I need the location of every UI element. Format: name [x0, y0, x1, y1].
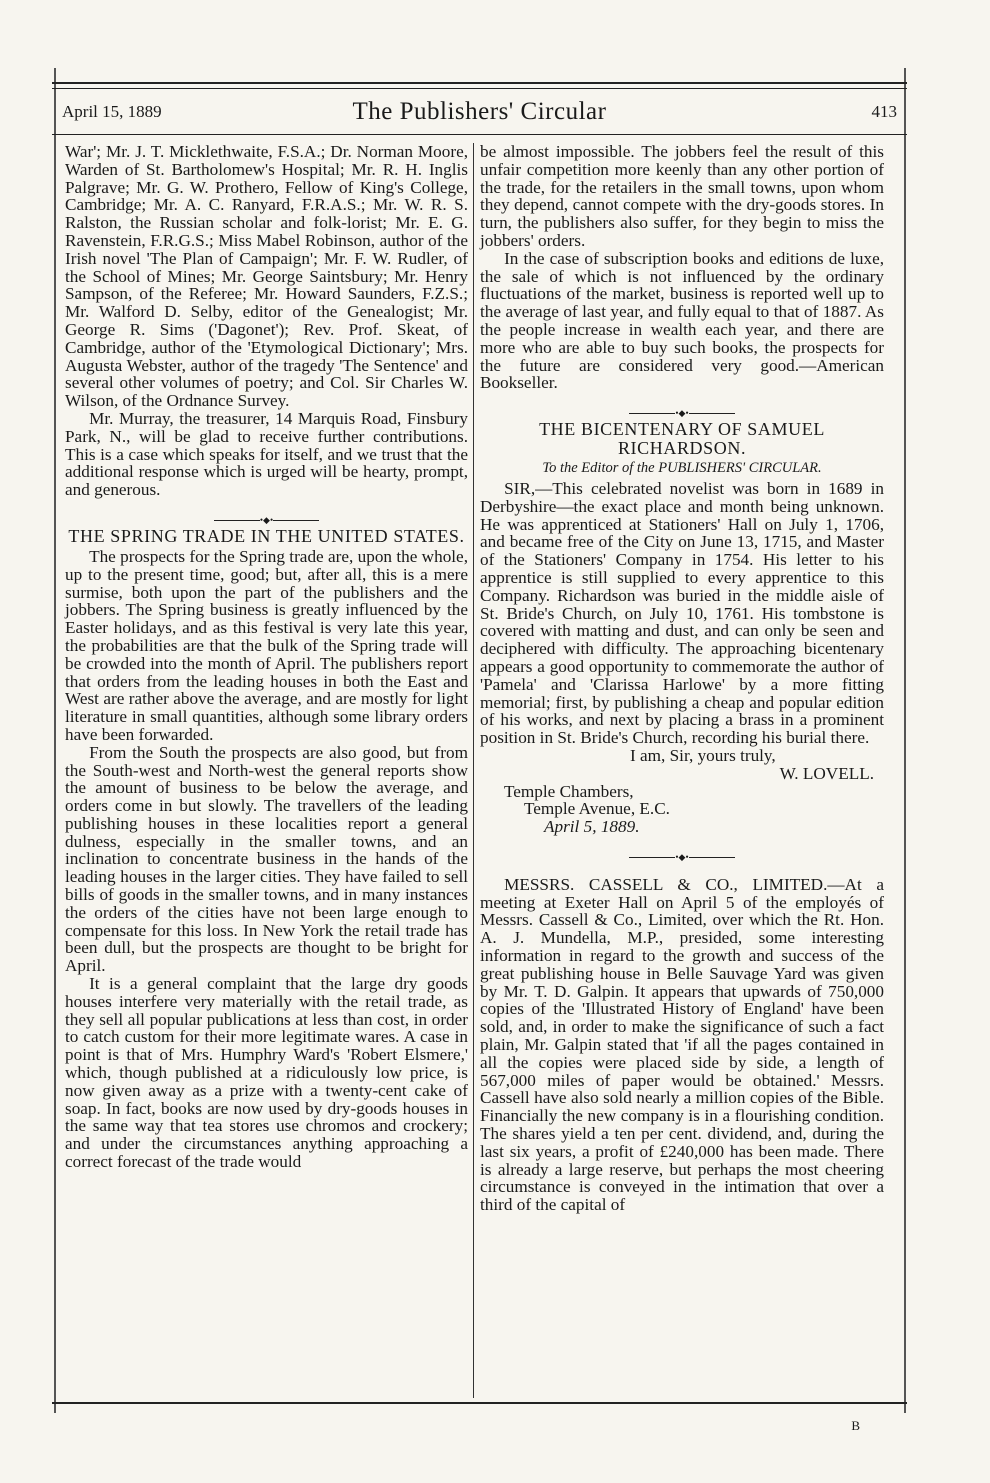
section-heading: THE BICENTENARY OF SAMUEL RICHARDSON.	[539, 419, 825, 459]
letter-closing: I am, Sir, yours truly,	[630, 745, 776, 765]
section-divider: •◆•	[65, 509, 468, 517]
header-title: The Publishers' Circular	[352, 98, 607, 125]
page-header	[62, 100, 897, 130]
left-column	[65, 143, 468, 1171]
page-border-right	[904, 68, 906, 1413]
right-column	[480, 143, 884, 1214]
right-paragraph: be almost impossible. The jobbers feel the result of this unfair competition more keenly than any other portion of the trade, for the retailers in the small towns, upon whom they depend, cannot compete with the dry-goods stores. In turn, the publishers also suffer, for they begin to miss the jobbers' orders.	[480, 142, 884, 250]
page-border-left	[54, 68, 56, 1413]
letter-subheading: To the Editor of the PUBLISHERS' CIRCULAR.	[542, 460, 822, 477]
header-rule-top-thin	[52, 88, 907, 89]
left-paragraph: War'; Mr. J. T. Micklethwaite, F.S.A.; Dr. Norman Moore, Warden of St. Bartholomew's Hospital; Mr. R. H. Inglis Palgrave; Mr. G. W. Prothero, Fellow of King's College, Cambridge; Mr. A. C. Ranyard, F.R.A.S.; Mr. W. R. S. Ralston, the Russian scholar and folk-lorist; Mr. E. G. Ravenstein, F.R.G.S.; Miss Mabel Robinson, author of the Irish novel 'The Plan of Campaign'; Mr. F. W. Rudler, of the School of Mines; Mr. George Saintsbury; Mr. Henry Sampson, of the Referee; Mr. Howard Saunders, F.Z.S.; Mr. Walford D. Selby, editor of the Genealogist; Mr. George R. Sims ('Dagonet'); Rev. Prof. Skeat, of Cambridge, author of the 'Etymological Dictionary'; Mrs. Augusta Webster, author of the tragedy 'The Sentence' and several other volumes of poetry; and Col. Sir Charles W. Wilson, of the Ordnance Survey.	[65, 142, 468, 411]
right-paragraph: In the case of subscription books and editions de luxe, the sale of which is not influenced by the ordinary fluctuations of the market, business is reported well up to the average of last year, and fully equal to that of 1887. As the people increase in wealth each year, and there are more who are able to buy such books, the prospects for the future are considered very good.—American Bookseller.	[480, 248, 884, 393]
page-number: 413	[871, 102, 897, 121]
left-paragraph: Mr. Murray, the treasurer, 14 Marquis Road, Finsbury Park, N., will be glad to receive further contributions. This is a case which speaks for itself, and we trust that the additional response which is urged will be hearty, prompt, and generous.	[65, 408, 468, 500]
letter-signature: W. LOVELL.	[779, 763, 874, 783]
left-paragraph: The prospects for the Spring trade are, upon the whole, up to the present time, good; but, after all, this is a mere surmise, both upon the part of the publishers and the jobbers. The Spring business is greatly influenced by the Easter holidays, and as this festival is very late this year, the probabilities are that the bulk of the Spring trade will be crowded into the month of April. The publishers report that orders from the leading houses in both the East and West are rather above the average, and are mostly for light literature in small quantities, although some library orders have been forwarded.	[65, 546, 468, 744]
header-rule-bottom	[52, 134, 907, 135]
signature-mark: B	[851, 1418, 860, 1433]
column-divider	[473, 143, 474, 1398]
letter-address: Temple Chambers,	[504, 781, 634, 801]
right-paragraph: SIR,—This celebrated novelist was born in 1689 in Derbyshire—the exact place and month being unknown. He was apprenticed at Stationers' Hall on July 1, 1706, and became free of the City on June 13, 1715, and Master of the Stationers' Company in 1754. His letter to his apprentice is still supplied to every apprentice to this Company. Richardson was buried in the middle aisle of St. Bride's Church, on July 10, 1761. His tombstone is covered with matting and dust, and can only be seen and deciphered with difficulty. The approaching bicentenary appears a good opportunity to commemorate the author of 'Pamela' and 'Clarissa Harlowe' by a more fitting memorial; first, by publishing a cheap and popular edition of his works, and next by placing a brass in a prominent position in St. Bride's Church, recording his burial there.	[480, 478, 884, 748]
right-paragraph: MESSRS. CASSELL & CO., LIMITED.—At a meeting at Exeter Hall on April 5 of the employés of Messrs. Cassell & Co., Limited, over which the Rt. Hon. A. J. Mundella, M.P., presided, some interesting information in regard to the growth and success of the great publishing house in Belle Sauvage Yard was given by Mr. T. D. Galpin. It appears that upwards of 750,000 copies of the 'Illustrated History of England' have been sold, and, in order to make the significance of such a fact plain, Mr. Galpin stated that 'if all the pages contained in all the copies were placed side by side, a length of 567,000 miles of paper would be obtained.' Messrs. Cassell have also sold nearly a million copies of the Bible. Financially the new company is in a flourishing condition. The shares yield a ten per cent. dividend, and, during the last six years, a profit of £240,000 has been made. There is already a large reserve, but perhaps the most cheering circumstance is conveyed in the intimation that over a third of the capital of	[480, 874, 884, 1215]
letter-address: Temple Avenue, E.C.	[524, 799, 670, 819]
header-rule-top	[52, 82, 907, 84]
footer-rule	[52, 1402, 907, 1404]
header-date: April 15, 1889	[62, 102, 162, 121]
section-divider: •◆•	[480, 402, 884, 410]
left-paragraph: From the South the prospects are also good, but from the South-west and North-west the general reports show the amount of business to be below the average, and orders come in but slowly. The travellers of the leading publishing houses in these localities report a general dulness, especially in the smaller towns, and an inclination to concentrate business in the hands of the leading houses in the larger cities. They have failed to sell bills of goods in the smaller towns, and in many instances the orders of the cities have not been large enough to compensate for this loss. In New York the retail trade has been dull, but the prospects are thought to be bright for April.	[65, 742, 468, 976]
letter-date: April 5, 1889.	[544, 817, 640, 837]
section-heading: THE SPRING TRADE IN THE UNITED STATES.	[68, 525, 465, 546]
section-divider: •◆•	[480, 846, 884, 854]
left-paragraph: It is a general complaint that the large dry goods houses interfere very materially with the retail trade, as they sell all popular publications at less than cost, in order to catch custom for their more legitimate wares. A case in point is that of Mrs. Humphry Ward's 'Robert Elsmere,' which, though published at a ridiculously low price, is now given away as a prize with a twenty-cent cake of soap. In fact, books are now used by dry-goods houses in the same way that tea stores use chromos and crockery; and under the circumstances anything approaching a correct forecast of the trade would	[65, 974, 468, 1172]
